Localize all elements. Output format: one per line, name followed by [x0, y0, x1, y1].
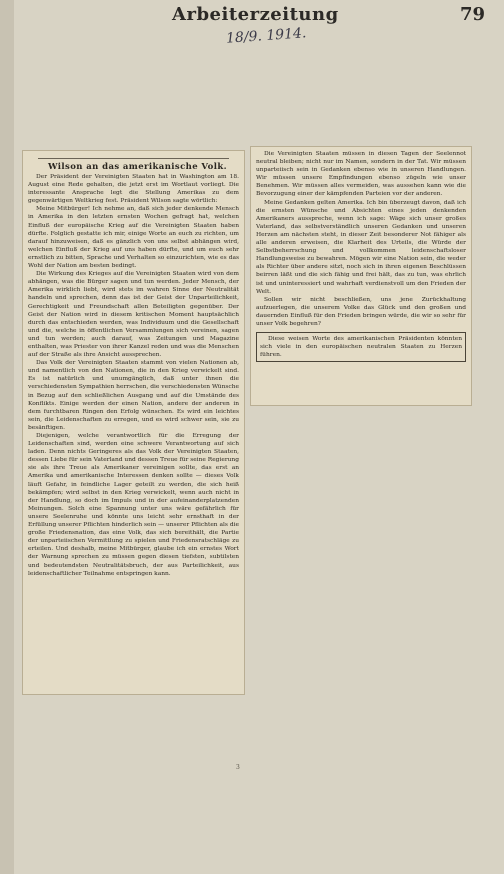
left-paragraph: Die Wirkung des Krieges auf die Vereinigten Staaten wird von dem abhängen, was die Bürger sagen und tun werden. Jeder Mensch, der Amerika wirklich liebt, wird stets im wahren Sinne der Neutralität handeln und sprechen, denn das ist der Geist der Unparteilichkeit, Gerechtigkeit und Freundschaft allen Beteiligten gegenüber. Der Geist der Nation wird in diesem kritischen Moment hauptsächlich durch das entschieden werden, was Individuum und die Gesellschaft und die, welche in öffentlichen Versammlungen sich vereinen, sagen und tun werden; auch darauf, was Zeitungen und Magazine enthalten, was Priester von ihrer Kanzel reden und was die Menschen auf der Straße als ihre Ansicht aussprechen. [28, 271, 239, 359]
right-column-text [256, 150, 466, 362]
clipping-right-column [250, 146, 472, 406]
right-paragraph: Die Vereinigten Staaten müssen in diesen Tagen der Seelennot neutral bleiben; nicht nur im Namen, sondern in der Tat. Wir müssen unparteiisch sein in Gedanken ebenso wie in unseren Handlungen. Wir müssen unsere Empfindungen ebenso zügeln wie unser Benehmen. Wir müssen alles vermeiden, was aussehen kann wie die Bevorzugung einer der kämpfenden Parteien vor der anderen. [256, 151, 466, 198]
separator-rule [38, 158, 229, 159]
clipping-left-column [22, 150, 245, 695]
left-column-text [28, 154, 239, 578]
page-binding-edge [0, 0, 14, 874]
closing-note: Diese weisen Worte des amerikanischen Präsidenten könnten sich viele in den europäischen neutralen Staaten zu Herzen führen. [260, 336, 462, 359]
handwritten-date: 18/9. 1914. [225, 25, 307, 47]
article-heading: Wilson an das amerikanische Volk. [48, 162, 227, 172]
closing-note-box [256, 332, 466, 362]
page-header [0, 0, 504, 30]
right-paragraph: Meine Gedanken gelten Amerika. Ich bin überzeugt davon, daß ich die ernsten Wünsche und Absichten eines jeden denkenden Amerikaners ausspreche, wenn ich sage: Wäge sich unser großes Vaterland, das selbstverständlich unseren Gedanken und unseren Herzen am nächsten steht, in dieser Zeit besonderer Not fähiger als alle anderen erweisen, die Klarheit des Urteils, die Würde der Selbstbeherrschung und vollkommen leidenschaftsloser Handlungsweise zu bewahren. Mögen wir eine Nation sein, die weder als Richter über andere sitzt, noch sich in ihren eigenen Beschlüssen beirren läßt und die sich fähig und frei hält, das zu tun, was ehrlich ist und uninteressiert und wahrhaft verdienstvoll um den Frieden der Welt. [256, 199, 466, 295]
right-paragraph: Sollen wir nicht beschließen, uns jene Zurückhaltung aufzuerlegen, die unserem Volke das Glück und den großen und dauernden Einfluß für den Frieden bringen würde, die wir so sehr für unser Volk begehren? [256, 296, 466, 327]
page-number: 79 [460, 4, 486, 25]
left-paragraph: Der Präsident der Vereinigten Staaten hat in Washington am 18. August eine Rede gehalten, die jetzt erst im Wortlaut vorliegt. Die interessante Ansprache legt die Stellung Amerikas zu dem gegenwärtigen Weltkrieg fest. Präsident Wilson sagte wörtlich: [28, 174, 239, 205]
bottom-mark: 3 [236, 764, 240, 771]
left-paragraph: Meine Mitbürger! Ich nehme an, daß sich jeder denkende Mensch in Amerika in den letzten ernsten Wochen gefragt hat, welchen Einfluß der europäische Krieg auf die Vereinigten Staaten haben dürfte. Folglich gestatte ich mir, einige Worte an euch zu richten, um darauf hinzuweisen, daß es gänzlich von uns selbst abhängen wird, welchen Einfluß der Krieg auf uns haben dürfte, und um euch sehr ernstlich zu bitten, Sprache und Verhalten so einzurichten, wie es das Wohl der Nation am besten bedingt. [28, 206, 239, 270]
left-paragraph: Diejenigen, welche verantwortlich für die Erregung der Leidenschaften sind, werden eine schwere Verantwortung auf sich laden. Denn nichts Geringeres als das Volk der Vereinigten Staaten, dessen Liebe für sein Vaterland und dessen Treue für seine Regierung sie als ihre Treue als Amerikaner vereinigen sollte, das erst an Amerika und amerikanische Interessen denken sollte — dieses Volk läuft Gefahr, in feindliche Lager geteilt zu werden, die sich heiß bekämpfen; wird selbst in den Krieg verwickelt, wenn auch nicht in der Handlung, so doch im Impuls und in der aufeinanderplatzenden Meinungen. Solch eine Spannung unter uns wäre gefährlich für unsere Seelenruhe und könnte uns leicht sehr ernsthaft in der Erfüllung unserer Pflichten hinderlich sein — unserer Pflichten als die große Friedensnation, das eine Volk, das sich bereithält, die Partie der unparteiischen Vermittlung zu spielen und Friedensratschläge zu erteilen. Und deshalb, meine Mitbürger, glaube ich ein ernstes Wort der Warnung sprechen zu müssen gegen diesen tiefsten, subtilsten und bedeutendsten Neutralitätsbruch, der aus Parteilichkeit, aus leidenschaftlicher Teilnahme entspringen kann. [28, 433, 239, 577]
newspaper-title: Arbeiterzeitung [172, 4, 339, 25]
left-paragraph: Das Volk der Vereinigten Staaten stammt von vielen Nationen ab, und namentlich von den Nationen, die in den Krieg verwickelt sind. Es ist natürlich und unumgänglich, daß unter ihnen die verschiedensten Sympathien herrschen, die verschiedensten Wünsche in Bezug auf den schließlichen Ausgang und auf die Umstände des Konflikts. Einige werden der einen Nation, andere der anderen in dem furchtbaren Ringen den Erfolg wünschen. Es wird ein leichtes sein, die Leidenschaften zu erregen, und es wird schwer sein, sie zu besänftigen. [28, 360, 239, 431]
